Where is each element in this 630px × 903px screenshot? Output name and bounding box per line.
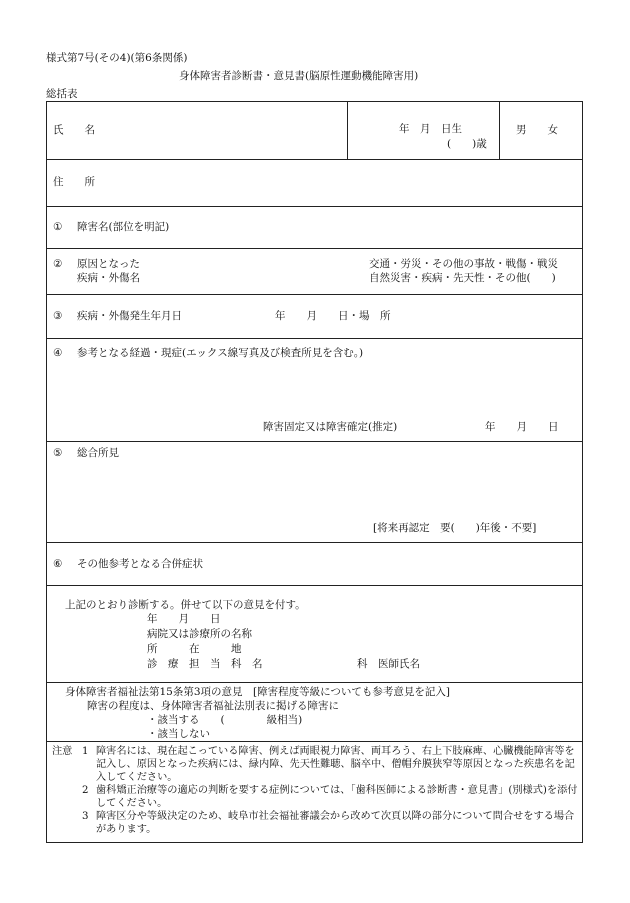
fixed-date-label: 障害固定又は障害確定(推定) xyxy=(263,421,398,433)
complications-label: その他参考となる合併症状 xyxy=(77,558,203,570)
note-item xyxy=(52,784,580,810)
applicable-option: ・該当する ( 級相当) xyxy=(147,714,303,726)
row-divider xyxy=(47,542,582,543)
birth-date-label: 年 月 日生 xyxy=(399,123,462,135)
row-divider xyxy=(47,206,582,207)
row-number: ⑥ xyxy=(53,558,63,570)
gender-options: 男 女 xyxy=(516,124,558,136)
cause-options-line1: 交通・労災・その他の事故・戦傷・戦災 xyxy=(369,258,558,270)
row-number: ③ xyxy=(53,310,63,322)
recertification-note: [将来再認定 要( )年後・不要] xyxy=(373,522,537,534)
row-divider xyxy=(47,248,582,249)
hospital-location-label: 所 在 地 xyxy=(147,643,242,655)
note-text: 障害区分や等級決定のため、岐阜市社会福祉審議会から改めて次頁以降の部分について問合せをする場合があります。 xyxy=(96,811,575,835)
hospital-name-label: 病院又は診療所の名称 xyxy=(147,628,252,640)
cause-label-line1: 原因となった xyxy=(77,258,140,270)
row-divider xyxy=(47,294,582,295)
row-divider xyxy=(47,682,582,683)
row-divider xyxy=(47,741,582,742)
row-number: ① xyxy=(53,221,63,233)
note-text: 障害名には、現在起こっている障害、例えば両眼視力障害、両耳ろう、右上下肢麻痺、心臓機能障害等を記入し、原因となった疾病には、緑内障、先天性難聴、脳卒中、僧帽弁膜狭窄等原因となった疾患名を記入してください。 xyxy=(96,746,575,783)
note-number: 1 xyxy=(82,746,89,757)
cause-label-line2: 疾病・外傷名 xyxy=(77,272,140,284)
degree-statement: 障害の程度は、身体障害者福祉法別表に掲げる障害に xyxy=(87,700,339,712)
history-label: 参考となる経過・現症(エックス線写真及び検査所見を含む。) xyxy=(77,347,364,359)
name-label: 氏 名 xyxy=(53,124,95,136)
row-number: ② xyxy=(53,258,63,270)
note-number: 2 xyxy=(82,785,89,796)
notes-heading: 注意 xyxy=(52,746,73,757)
row-divider xyxy=(47,338,582,339)
form-table xyxy=(46,101,583,843)
section-title: 総括表 xyxy=(46,88,78,100)
fixed-date: 年 月 日 xyxy=(485,421,559,433)
row-divider xyxy=(47,441,582,442)
note-item xyxy=(52,745,580,784)
col-divider xyxy=(499,102,500,159)
form-title: 身体障害者診断書・意見書(脳原性運動機能障害用) xyxy=(179,70,419,82)
onset-date-place: 年 月 日・場 所 xyxy=(275,310,391,322)
age-label: ( )歳 xyxy=(447,138,487,150)
address-label: 住 所 xyxy=(53,176,95,188)
note-text: 歯科矯正治療等の適応の判断を要する症例については、「歯科医師による診断書・意見書」(別様式)を添付してください。 xyxy=(96,785,578,809)
row-divider xyxy=(47,585,582,586)
row-number: ④ xyxy=(53,347,63,359)
diagnosis-statement: 上記のとおり診断する。併せて以下の意見を付す。 xyxy=(65,599,306,611)
diagnosis-date: 年 月 日 xyxy=(147,613,221,625)
row-number: ⑤ xyxy=(53,447,63,459)
col-divider xyxy=(347,102,348,159)
onset-date-label: 疾病・外傷発生年月日 xyxy=(77,310,182,322)
row-divider xyxy=(47,159,582,160)
overall-findings-label: 総合所見 xyxy=(77,447,119,459)
doctor-name-label: 科 医師氏名 xyxy=(357,658,420,670)
note-item xyxy=(52,810,580,836)
notes-section xyxy=(52,745,580,836)
note-number: 3 xyxy=(82,811,89,822)
cause-options-line2: 自然災害・疾病・先天性・その他( ) xyxy=(369,272,556,284)
disability-name-label: 障害名(部位を明記) xyxy=(77,221,170,233)
attending-department-label: 診 療 担 当 科 名 xyxy=(147,658,263,670)
law-opinion-label: 身体障害者福祉法第15条第3項の意見 [障害程度等級についても参考意見を記入] xyxy=(65,686,451,698)
not-applicable-option: ・該当しない xyxy=(147,728,210,740)
form-number: 様式第7号(その4)(第6条関係) xyxy=(46,52,188,64)
